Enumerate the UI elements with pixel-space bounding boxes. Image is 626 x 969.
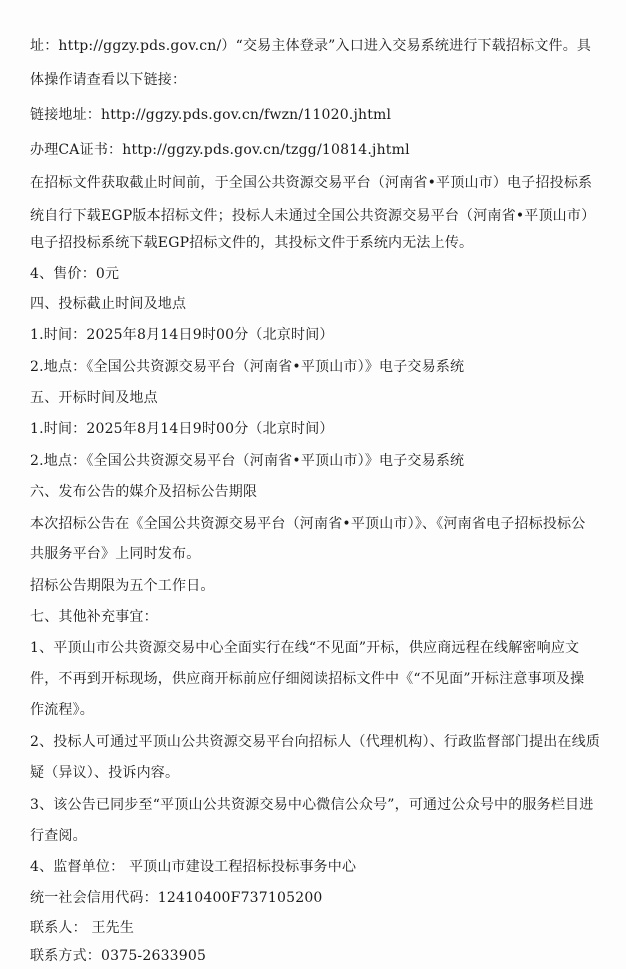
opening-time: 1.时间：2025年8月14日9时00分（北京时间） — [30, 421, 334, 437]
credit-code-line: 统一社会信用代码：12410400F737105200 — [30, 890, 323, 906]
text-line-7: 电子招投标系统下载EGP招标文件的，其投标文件于系统内无法上传。 — [30, 235, 474, 251]
text-line-1: 址：http://ggzy.pds.gov.cn/）“交易主体登录”入口进入交易系统进行下载招标文件。具 — [30, 38, 592, 54]
text-line-26: 行查阅。 — [30, 828, 87, 844]
text-line-5: 在招标文件获取截止时间前，于全国公共资源交易平台（河南省•平顶山市）电子招投标系 — [30, 175, 593, 191]
text-line-25: 3、该公告已同步至“平顶山公共资源交易中心微信公众号”，可通过公众号中的服务栏目进 — [30, 797, 594, 813]
text-line-24: 疑（异议）、投诉内容。 — [30, 765, 180, 781]
text-line-23: 2、投标人可通过平顶山公共资源交易平台向招标人（代理机构）、行政监督部门提出在线质 — [30, 734, 601, 750]
text-line-22: 作流程》。 — [30, 702, 94, 718]
ca-certificate-line: 办理CA证书：http://ggzy.pds.gov.cn/tzgg/10814.jhtml — [30, 142, 410, 158]
bid-deadline-time: 1.时间：2025年8月14日9时00分（北京时间） — [30, 327, 334, 343]
contact-phone-line: 联系方式：0375-2633905 — [30, 948, 207, 964]
text-line-2: 体操作请查看以下链接： — [30, 72, 187, 88]
price-line: 4、售价：0元 — [30, 266, 120, 282]
text-line-16: 本次招标公告在《全国公共资源交易平台（河南省•平顶山市）》、《河南省电子招标投标公 — [30, 516, 586, 532]
text-line-21: 件，不再到开标现场，供应商开标前应仔细阅读招标文件中《“不见面”开标注意事项及操 — [30, 671, 585, 687]
contact-person-line: 联系人： 王先生 — [30, 920, 135, 936]
section-heading-7: 七、其他补充事宜： — [30, 609, 158, 625]
link-address-line: 链接地址：http://ggzy.pds.gov.cn/fwzn/11020.jhtml — [30, 107, 392, 123]
section-heading-5: 五、开标时间及地点 — [30, 390, 158, 406]
section-heading-4: 四、投标截止时间及地点 — [30, 296, 187, 312]
notice-period-line: 招标公告期限为五个工作日。 — [30, 578, 215, 594]
section-heading-6: 六、发布公告的媒介及招标公告期限 — [30, 484, 258, 500]
text-line-6: 统自行下载EGP版本招标文件；投标人未通过全国公共资源交易平台（河南省•平顶山市） — [30, 208, 596, 224]
opening-place: 2.地点：《全国公共资源交易平台（河南省•平顶山市）》电子交易系统 — [30, 453, 465, 469]
supervisor-line: 4、监督单位： 平顶山市建设工程招标投标事务中心 — [30, 859, 357, 875]
bid-deadline-place: 2.地点：《全国公共资源交易平台（河南省•平顶山市）》电子交易系统 — [30, 359, 465, 375]
text-line-17: 共服务平台》上同时发布。 — [30, 546, 201, 562]
text-line-20: 1、平顶山市公共资源交易中心全面实行在线“不见面”开标，供应商远程在线解密响应文 — [30, 640, 580, 656]
